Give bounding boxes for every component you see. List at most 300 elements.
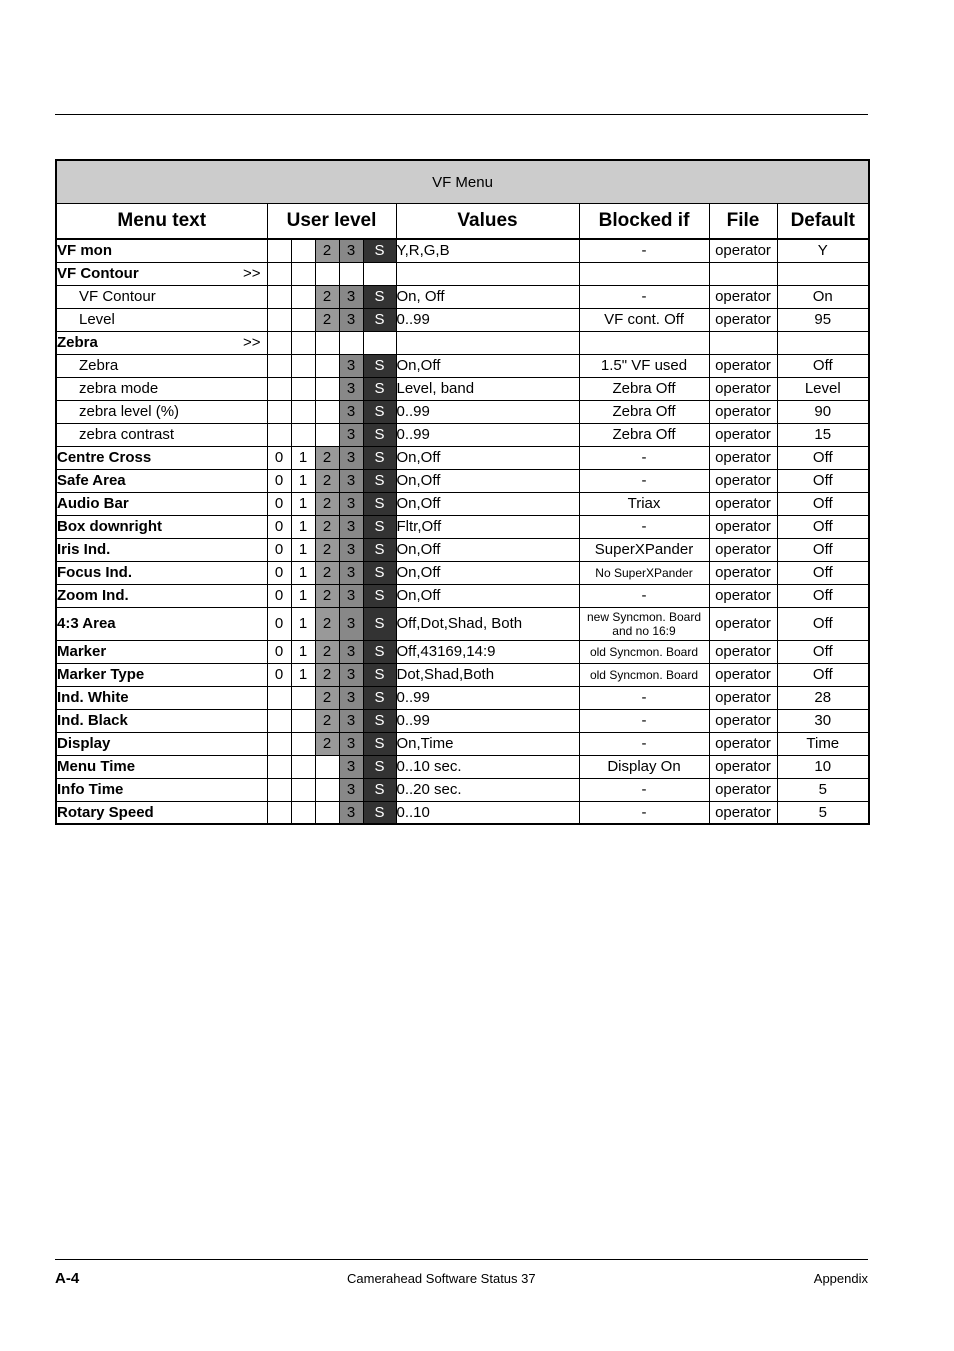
menu-text-cell <box>56 331 267 354</box>
table-row <box>56 400 869 423</box>
file-cell: operator <box>709 561 777 584</box>
blocked-if-cell: - <box>579 686 709 709</box>
blocked-if-cell: old Syncmon. Board <box>579 640 709 663</box>
blocked-if-cell: Triax <box>579 492 709 515</box>
user-level-cell: S <box>363 640 396 663</box>
menu-text: Iris Ind. <box>57 541 111 558</box>
menu-text-cell <box>56 285 267 308</box>
table-row <box>56 584 869 607</box>
user-level-cell: 0 <box>267 640 291 663</box>
default-cell: 90 <box>777 400 869 423</box>
menu-text: Rotary Speed <box>57 803 154 821</box>
user-level-cell: S <box>363 561 396 584</box>
bottom-rule <box>55 1259 868 1260</box>
blocked-if-cell: Zebra Off <box>579 400 709 423</box>
user-level-cell: 2 <box>315 538 339 561</box>
table-row <box>56 423 869 446</box>
user-level-cell: S <box>363 308 396 331</box>
page-number: A-4 <box>55 1270 80 1287</box>
user-level-cell <box>291 331 315 354</box>
menu-text: Audio Bar <box>57 495 129 512</box>
blocked-if-cell: - <box>579 469 709 492</box>
file-cell: operator <box>709 732 777 755</box>
default-cell: Off <box>777 446 869 469</box>
menu-text: Zebra <box>79 357 119 374</box>
menu-text-cell <box>56 538 267 561</box>
user-level-cell <box>291 423 315 446</box>
blocked-if-cell <box>579 262 709 285</box>
user-level-cell: 2 <box>315 584 339 607</box>
default-cell: Off <box>777 663 869 686</box>
values-cell: 0..99 <box>396 686 579 709</box>
default-cell: Off <box>777 492 869 515</box>
menu-text: VF mon <box>57 242 112 260</box>
user-level-cell: 3 <box>339 400 363 423</box>
values-cell: Fltr,Off <box>396 515 579 538</box>
blocked-if-cell: 1.5" VF used <box>579 354 709 377</box>
user-level-cell <box>291 354 315 377</box>
user-level-cell: 3 <box>339 354 363 377</box>
file-cell: operator <box>709 584 777 607</box>
user-level-cell <box>291 778 315 801</box>
user-level-cell <box>291 285 315 308</box>
table-row <box>56 607 869 640</box>
default-cell: On <box>777 285 869 308</box>
default-cell: Time <box>777 732 869 755</box>
values-cell: On,Off <box>396 446 579 469</box>
user-level-cell <box>315 423 339 446</box>
menu-text-cell <box>56 755 267 778</box>
menu-text-cell <box>56 308 267 331</box>
user-level-cell <box>315 801 339 824</box>
values-cell: 0..10 sec. <box>396 755 579 778</box>
file-cell: operator <box>709 538 777 561</box>
values-cell: Dot,Shad,Both <box>396 663 579 686</box>
values-cell: 0..99 <box>396 400 579 423</box>
header-menu-text: Menu text <box>56 204 267 240</box>
menu-text: Box downright <box>57 518 162 535</box>
menu-text: Menu Time <box>57 758 136 775</box>
user-level-cell: S <box>363 469 396 492</box>
values-cell: 0..99 <box>396 709 579 732</box>
file-cell: operator <box>709 686 777 709</box>
user-level-cell: 2 <box>315 607 339 640</box>
file-cell <box>709 262 777 285</box>
user-level-cell <box>267 686 291 709</box>
default-cell: 15 <box>777 423 869 446</box>
user-level-cell <box>267 801 291 824</box>
user-level-cell: 2 <box>315 663 339 686</box>
user-level-cell: S <box>363 709 396 732</box>
values-cell: On,Off <box>396 561 579 584</box>
user-level-cell <box>315 778 339 801</box>
user-level-cell: 0 <box>267 607 291 640</box>
menu-text: zebra mode <box>79 380 159 397</box>
blocked-if-cell: old Syncmon. Board <box>579 663 709 686</box>
user-level-cell: 3 <box>339 709 363 732</box>
file-cell: operator <box>709 640 777 663</box>
table-row <box>56 262 869 285</box>
table-row <box>56 377 869 400</box>
user-level-cell: S <box>363 755 396 778</box>
table-row <box>56 538 869 561</box>
blocked-if-cell: - <box>579 801 709 824</box>
values-cell <box>396 262 579 285</box>
user-level-cell <box>267 732 291 755</box>
table-row <box>56 285 869 308</box>
submenu-arrow: >> <box>242 265 261 282</box>
user-level-cell: 1 <box>291 492 315 515</box>
user-level-cell: 2 <box>315 561 339 584</box>
user-level-cell: S <box>363 732 396 755</box>
user-level-cell: 2 <box>315 285 339 308</box>
user-level-cell: S <box>363 686 396 709</box>
header-default: Default <box>777 204 869 240</box>
user-level-cell: 3 <box>339 640 363 663</box>
menu-text: 4:3 Area <box>57 615 116 632</box>
values-cell: On,Off <box>396 584 579 607</box>
user-level-cell <box>267 377 291 400</box>
file-cell: operator <box>709 515 777 538</box>
menu-text: Display <box>57 735 111 752</box>
user-level-cell: 3 <box>339 239 363 262</box>
table-row <box>56 469 869 492</box>
user-level-cell <box>267 331 291 354</box>
file-cell <box>709 331 777 354</box>
user-level-cell: 3 <box>339 732 363 755</box>
default-cell: 28 <box>777 686 869 709</box>
menu-text-cell <box>56 515 267 538</box>
menu-text: Marker Type <box>57 666 145 683</box>
menu-text-cell <box>56 778 267 801</box>
blocked-if-cell: - <box>579 239 709 262</box>
default-cell: Off <box>777 469 869 492</box>
user-level-cell: 2 <box>315 239 339 262</box>
user-level-cell: 2 <box>315 732 339 755</box>
user-level-cell: 0 <box>267 561 291 584</box>
user-level-cell: 3 <box>339 584 363 607</box>
file-cell: operator <box>709 801 777 824</box>
user-level-cell: 0 <box>267 515 291 538</box>
user-level-cell <box>315 262 339 285</box>
menu-text-cell <box>56 663 267 686</box>
file-cell: operator <box>709 377 777 400</box>
values-cell: 0..99 <box>396 423 579 446</box>
default-cell <box>777 262 869 285</box>
user-level-cell: 3 <box>339 446 363 469</box>
table-row <box>56 801 869 824</box>
blocked-if-cell: - <box>579 732 709 755</box>
file-cell: operator <box>709 469 777 492</box>
file-cell: operator <box>709 446 777 469</box>
user-level-cell: 2 <box>315 469 339 492</box>
values-cell: 0..10 <box>396 801 579 824</box>
blocked-if-cell: SuperXPander <box>579 538 709 561</box>
menu-text-cell <box>56 709 267 732</box>
table-row <box>56 755 869 778</box>
blocked-if-cell: No SuperXPander <box>579 561 709 584</box>
user-level-cell: S <box>363 607 396 640</box>
file-cell: operator <box>709 709 777 732</box>
user-level-cell <box>267 308 291 331</box>
menu-text: Focus Ind. <box>57 564 132 581</box>
blocked-if-cell: new Syncmon. Board and no 16:9 <box>579 607 709 640</box>
user-level-cell: 1 <box>291 640 315 663</box>
table-row <box>56 515 869 538</box>
user-level-cell: 1 <box>291 663 315 686</box>
values-cell <box>396 331 579 354</box>
user-level-cell: 2 <box>315 709 339 732</box>
menu-text-cell <box>56 377 267 400</box>
user-level-cell <box>267 400 291 423</box>
user-level-cell: S <box>363 446 396 469</box>
user-level-cell: 0 <box>267 469 291 492</box>
user-level-cell: 1 <box>291 469 315 492</box>
user-level-cell <box>291 755 315 778</box>
user-level-cell: 3 <box>339 538 363 561</box>
user-level-cell: 2 <box>315 308 339 331</box>
user-level-cell <box>291 732 315 755</box>
menu-text: Centre Cross <box>57 449 152 466</box>
menu-text-cell <box>56 607 267 640</box>
menu-text-cell <box>56 584 267 607</box>
menu-text-cell <box>56 262 267 285</box>
menu-text-cell <box>56 239 267 262</box>
values-cell: On,Off <box>396 354 579 377</box>
default-cell: Off <box>777 607 869 640</box>
user-level-cell: 0 <box>267 663 291 686</box>
user-level-cell: 1 <box>291 515 315 538</box>
user-level-cell <box>315 755 339 778</box>
user-level-cell: S <box>363 663 396 686</box>
user-level-cell: 3 <box>339 308 363 331</box>
user-level-cell <box>267 778 291 801</box>
vf-menu-table <box>55 159 870 825</box>
table-row <box>56 354 869 377</box>
menu-text-cell <box>56 423 267 446</box>
user-level-cell: S <box>363 377 396 400</box>
user-level-cell: S <box>363 423 396 446</box>
user-level-cell <box>291 308 315 331</box>
default-cell: Off <box>777 515 869 538</box>
table-row <box>56 686 869 709</box>
file-cell: operator <box>709 663 777 686</box>
user-level-cell: 2 <box>315 686 339 709</box>
user-level-cell: S <box>363 239 396 262</box>
user-level-cell: S <box>363 801 396 824</box>
table-row <box>56 446 869 469</box>
menu-text: Level <box>79 311 115 328</box>
table-row <box>56 492 869 515</box>
table-row <box>56 663 869 686</box>
menu-text: Info Time <box>57 781 124 798</box>
user-level-cell: 1 <box>291 538 315 561</box>
menu-text: Zebra <box>57 334 98 351</box>
table-title: VF Menu <box>56 160 869 204</box>
user-level-cell: 2 <box>315 446 339 469</box>
default-cell: 95 <box>777 308 869 331</box>
menu-text: zebra contrast <box>79 426 175 443</box>
table-row <box>56 239 869 262</box>
default-cell: 5 <box>777 801 869 824</box>
menu-text-cell <box>56 732 267 755</box>
top-rule <box>55 114 868 115</box>
blocked-if-cell: - <box>579 778 709 801</box>
user-level-cell: 3 <box>339 778 363 801</box>
user-level-cell: 3 <box>339 801 363 824</box>
blocked-if-cell <box>579 331 709 354</box>
user-level-cell: 3 <box>339 686 363 709</box>
user-level-cell: S <box>363 492 396 515</box>
blocked-if-cell: - <box>579 709 709 732</box>
menu-text: VF Contour <box>57 265 139 282</box>
file-cell: operator <box>709 778 777 801</box>
file-cell: operator <box>709 400 777 423</box>
file-cell: operator <box>709 308 777 331</box>
user-level-cell: 3 <box>339 663 363 686</box>
user-level-cell: S <box>363 538 396 561</box>
user-level-cell: S <box>363 515 396 538</box>
user-level-cell: 1 <box>291 446 315 469</box>
user-level-cell <box>291 686 315 709</box>
table-row <box>56 561 869 584</box>
default-cell: Off <box>777 640 869 663</box>
header-blocked-if: Blocked if <box>579 204 709 240</box>
blocked-if-cell: - <box>579 584 709 607</box>
blocked-if-cell: - <box>579 446 709 469</box>
header-values: Values <box>396 204 579 240</box>
menu-text-cell <box>56 469 267 492</box>
default-cell <box>777 331 869 354</box>
user-level-cell <box>267 354 291 377</box>
values-cell: On,Off <box>396 492 579 515</box>
user-level-cell: 3 <box>339 492 363 515</box>
default-cell: 30 <box>777 709 869 732</box>
default-cell: 10 <box>777 755 869 778</box>
menu-text: zebra level (%) <box>79 403 180 420</box>
values-cell: Off,Dot,Shad, Both <box>396 607 579 640</box>
file-cell: operator <box>709 354 777 377</box>
user-level-cell <box>291 377 315 400</box>
user-level-cell: 3 <box>339 561 363 584</box>
table-body <box>56 239 869 824</box>
user-level-cell <box>363 262 396 285</box>
user-level-cell: 3 <box>339 469 363 492</box>
user-level-cell <box>267 755 291 778</box>
user-level-cell: S <box>363 778 396 801</box>
user-level-cell <box>339 262 363 285</box>
user-level-cell <box>267 285 291 308</box>
user-level-cell: 3 <box>339 607 363 640</box>
table-row <box>56 732 869 755</box>
blocked-if-cell: VF cont. Off <box>579 308 709 331</box>
values-cell: On,Time <box>396 732 579 755</box>
user-level-cell: S <box>363 584 396 607</box>
user-level-cell <box>315 354 339 377</box>
header-file: File <box>709 204 777 240</box>
user-level-cell: 2 <box>315 640 339 663</box>
user-level-cell <box>291 400 315 423</box>
default-cell: Off <box>777 538 869 561</box>
values-cell: Off,43169,14:9 <box>396 640 579 663</box>
user-level-cell <box>315 331 339 354</box>
user-level-cell: 2 <box>315 515 339 538</box>
table-row <box>56 640 869 663</box>
user-level-cell <box>291 801 315 824</box>
user-level-cell <box>291 239 315 262</box>
header-user-level: User level <box>267 204 396 240</box>
table-row <box>56 778 869 801</box>
table-row <box>56 331 869 354</box>
menu-text: Safe Area <box>57 472 126 489</box>
blocked-if-cell: Zebra Off <box>579 377 709 400</box>
values-cell: 0..99 <box>396 308 579 331</box>
menu-text: Ind. Black <box>57 712 128 729</box>
file-cell: operator <box>709 607 777 640</box>
user-level-cell <box>291 709 315 732</box>
values-cell: On,Off <box>396 538 579 561</box>
user-level-cell: 0 <box>267 538 291 561</box>
user-level-cell: 1 <box>291 607 315 640</box>
user-level-cell: 0 <box>267 584 291 607</box>
user-level-cell <box>315 400 339 423</box>
menu-text-cell <box>56 561 267 584</box>
user-level-cell <box>267 262 291 285</box>
menu-text-cell <box>56 354 267 377</box>
default-cell: Y <box>777 239 869 262</box>
menu-text-cell <box>56 446 267 469</box>
user-level-cell: 3 <box>339 377 363 400</box>
file-cell: operator <box>709 423 777 446</box>
file-cell: operator <box>709 755 777 778</box>
user-level-cell: 3 <box>339 755 363 778</box>
menu-text: Zoom Ind. <box>57 587 129 604</box>
file-cell: operator <box>709 285 777 308</box>
user-level-cell <box>339 331 363 354</box>
user-level-cell: 0 <box>267 492 291 515</box>
user-level-cell <box>267 709 291 732</box>
menu-text-cell <box>56 640 267 663</box>
user-level-cell <box>267 239 291 262</box>
default-cell: Off <box>777 354 869 377</box>
menu-text-cell <box>56 492 267 515</box>
user-level-cell <box>315 377 339 400</box>
user-level-cell: 3 <box>339 515 363 538</box>
blocked-if-cell: Zebra Off <box>579 423 709 446</box>
blocked-if-cell: - <box>579 285 709 308</box>
menu-text: Ind. White <box>57 689 129 706</box>
default-cell: Level <box>777 377 869 400</box>
user-level-cell: 1 <box>291 561 315 584</box>
user-level-cell: 2 <box>315 492 339 515</box>
footer-title: Camerahead Software Status 37 <box>347 1271 536 1286</box>
menu-text: Marker <box>57 643 107 660</box>
user-level-cell: S <box>363 354 396 377</box>
file-cell: operator <box>709 492 777 515</box>
menu-text-cell <box>56 801 267 824</box>
file-cell: operator <box>709 239 777 262</box>
footer-section: Appendix <box>813 1271 868 1286</box>
user-level-cell <box>291 262 315 285</box>
values-cell: 0..20 sec. <box>396 778 579 801</box>
blocked-if-cell: - <box>579 515 709 538</box>
menu-text-cell <box>56 400 267 423</box>
menu-text: VF Contour <box>79 288 156 305</box>
table-row <box>56 709 869 732</box>
values-cell: Y,R,G,B <box>396 239 579 262</box>
user-level-cell <box>267 423 291 446</box>
user-level-cell: S <box>363 285 396 308</box>
